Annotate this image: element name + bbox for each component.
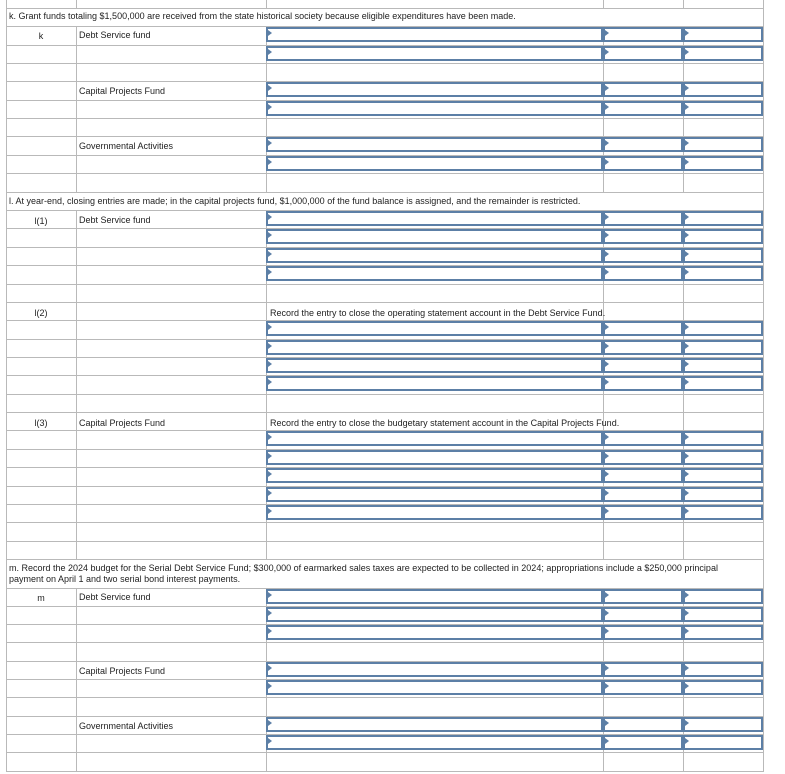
debit-input[interactable] — [603, 321, 683, 336]
credit-input[interactable] — [683, 487, 763, 502]
description-l: l. At year-end, closing entries are made; in the capital projects fund, $1,000,000 of the fund balance is assigned, and the remainder is restricted. — [9, 196, 581, 206]
account-input[interactable] — [266, 321, 603, 336]
account-input[interactable] — [266, 468, 603, 483]
grid-line — [6, 63, 764, 64]
grid-line — [6, 752, 764, 753]
debit-input[interactable] — [603, 82, 683, 97]
account-input[interactable] — [266, 487, 603, 502]
account-input[interactable] — [266, 211, 603, 226]
credit-input[interactable] — [683, 82, 763, 97]
credit-input[interactable] — [683, 680, 763, 695]
account-input[interactable] — [266, 625, 603, 640]
description-m: m. Record the 2024 budget for the Serial Debt Service Fund; $300,000 of earmarked sales taxes are expected to be collected in 2024; appropriations include a $250,000 principal payment on April 1 and two serial bond interest payments. — [9, 563, 718, 584]
debit-input[interactable] — [603, 27, 683, 42]
grid-line — [6, 697, 764, 698]
debit-input[interactable] — [603, 266, 683, 281]
grid-line — [6, 302, 764, 303]
grid-line — [76, 0, 77, 772]
credit-input[interactable] — [683, 321, 763, 336]
credit-input[interactable] — [683, 662, 763, 677]
entry-id-l3: l(3) — [34, 418, 48, 428]
account-input[interactable] — [266, 431, 603, 446]
grid-line — [6, 522, 764, 523]
account-input[interactable] — [266, 229, 603, 244]
description-k: k. Grant funds totaling $1,500,000 are received from the state historical society because eligible expenditures have been made. — [9, 11, 516, 21]
credit-input[interactable] — [683, 625, 763, 640]
credit-input[interactable] — [683, 589, 763, 604]
credit-input[interactable] — [683, 27, 763, 42]
credit-input[interactable] — [683, 431, 763, 446]
account-input[interactable] — [266, 662, 603, 677]
debit-input[interactable] — [603, 431, 683, 446]
credit-input[interactable] — [683, 137, 763, 152]
entry-id-m: m — [37, 593, 45, 603]
journal-entry-worksheet — [6, 0, 764, 772]
grid-line — [6, 541, 764, 542]
account-input[interactable] — [266, 82, 603, 97]
fund-label-m-capital-projects: Capital Projects Fund — [79, 666, 166, 676]
account-input[interactable] — [266, 376, 603, 391]
debit-input[interactable] — [603, 680, 683, 695]
debit-input[interactable] — [603, 101, 683, 116]
fund-label-l1-debt-service: Debt Service fund — [79, 215, 151, 225]
credit-input[interactable] — [683, 266, 763, 281]
account-input[interactable] — [266, 607, 603, 622]
credit-input[interactable] — [683, 101, 763, 116]
credit-input[interactable] — [683, 376, 763, 391]
entry-id-l2: l(2) — [34, 308, 48, 318]
debit-input[interactable] — [603, 468, 683, 483]
grid-line — [6, 284, 764, 285]
credit-input[interactable] — [683, 607, 763, 622]
account-input[interactable] — [266, 156, 603, 171]
grid-line — [6, 173, 764, 174]
account-input[interactable] — [266, 27, 603, 42]
account-input[interactable] — [266, 680, 603, 695]
debit-input[interactable] — [603, 505, 683, 520]
account-input[interactable] — [266, 248, 603, 263]
debit-input[interactable] — [603, 735, 683, 750]
debit-input[interactable] — [603, 340, 683, 355]
instruction-l3: Record the entry to close the budgetary statement account in the Capital Projects Fund. — [270, 418, 620, 428]
credit-input[interactable] — [683, 211, 763, 226]
credit-input[interactable] — [683, 505, 763, 520]
entry-id-l1: l(1) — [34, 216, 48, 226]
debit-input[interactable] — [603, 229, 683, 244]
grid-line — [6, 118, 764, 119]
account-input[interactable] — [266, 505, 603, 520]
account-input[interactable] — [266, 717, 603, 732]
account-input[interactable] — [266, 101, 603, 116]
debit-input[interactable] — [603, 607, 683, 622]
debit-input[interactable] — [603, 450, 683, 465]
grid-line — [6, 394, 764, 395]
grid-line — [6, 771, 764, 772]
debit-input[interactable] — [603, 589, 683, 604]
debit-input[interactable] — [603, 717, 683, 732]
fund-label-m-governmental: Governmental Activities — [79, 721, 174, 731]
debit-input[interactable] — [603, 376, 683, 391]
account-input[interactable] — [266, 358, 603, 373]
fund-label-k-governmental: Governmental Activities — [79, 141, 174, 151]
account-input[interactable] — [266, 137, 603, 152]
instruction-l2: Record the entry to close the operating statement account in the Debt Service Fund. — [270, 308, 606, 318]
debit-input[interactable] — [603, 248, 683, 263]
debit-input[interactable] — [603, 487, 683, 502]
debit-input[interactable] — [603, 662, 683, 677]
account-input[interactable] — [266, 735, 603, 750]
entry-id-k: k — [38, 31, 44, 41]
fund-label-m-debt-service: Debt Service fund — [79, 592, 151, 602]
credit-input[interactable] — [683, 340, 763, 355]
grid-line — [6, 412, 764, 413]
account-input[interactable] — [266, 450, 603, 465]
account-input[interactable] — [266, 589, 603, 604]
credit-input[interactable] — [683, 450, 763, 465]
grid-line — [763, 0, 764, 772]
debit-input[interactable] — [603, 156, 683, 171]
credit-input[interactable] — [683, 156, 763, 171]
debit-input[interactable] — [603, 625, 683, 640]
debit-input[interactable] — [603, 211, 683, 226]
debit-input[interactable] — [603, 46, 683, 61]
credit-input[interactable] — [683, 358, 763, 373]
debit-input[interactable] — [603, 137, 683, 152]
grid-line — [6, 642, 764, 643]
account-input[interactable] — [266, 340, 603, 355]
credit-input[interactable] — [683, 717, 763, 732]
credit-input[interactable] — [683, 46, 763, 61]
account-input[interactable] — [266, 46, 603, 61]
grid-line — [6, 0, 7, 772]
credit-input[interactable] — [683, 468, 763, 483]
account-input[interactable] — [266, 266, 603, 281]
debit-input[interactable] — [603, 358, 683, 373]
credit-input[interactable] — [683, 229, 763, 244]
fund-label-k-debt-service: Debt Service fund — [79, 30, 151, 40]
credit-input[interactable] — [683, 735, 763, 750]
fund-label-l3-capital-projects: Capital Projects Fund — [79, 418, 166, 428]
credit-input[interactable] — [683, 248, 763, 263]
fund-label-k-capital-projects: Capital Projects Fund — [79, 86, 166, 96]
